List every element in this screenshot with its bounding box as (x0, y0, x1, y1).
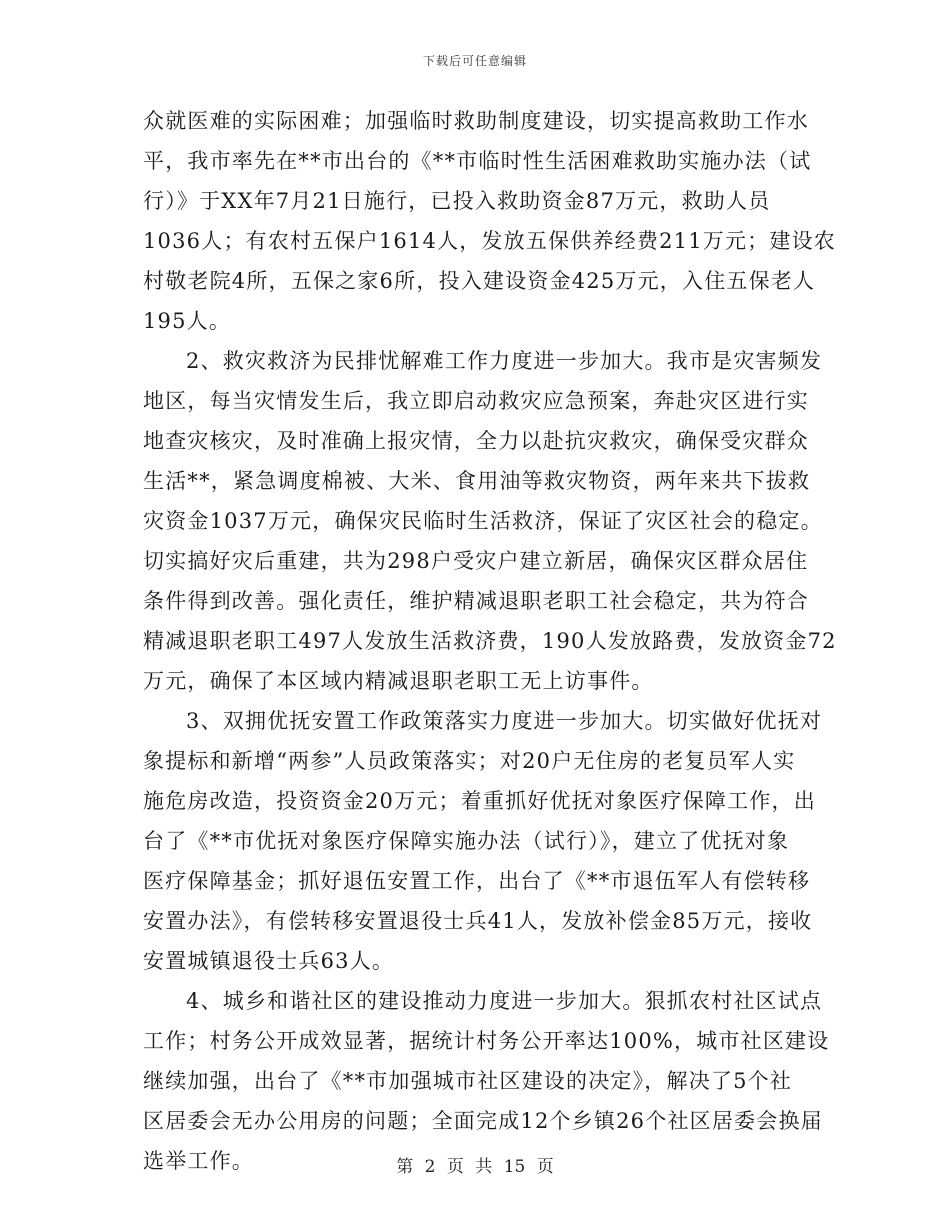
text-line: 精减退职老职工497人发放生活救济费，190人发放路费，发放资金72 (143, 629, 837, 653)
text-line: 村敬老院4所，五保之家6所，投入建设资金425万元，入住五保老人 (143, 269, 816, 293)
text-line: 灾资金1037万元，确保灾民临时生活救济，保证了灾区社会的稳定。 (143, 509, 823, 533)
text-line: 地区，每当灾情发生后，我立即启动救灾应急预案，奔赴灾区进行实 (143, 389, 809, 413)
text-line: 生活**，紧急调度棉被、大米、食用油等救灾物资，两年来共下拔救 (143, 469, 811, 493)
text-line: 条件得到改善。强化责任，维护精减退职老职工社会稳定，共为符合 (143, 589, 809, 613)
text-line: 地查灾核灾，及时准确上报灾情，全力以赴抗灾救灾，确保受灾群众 (143, 429, 809, 453)
text-line: 平，我市率先在**市出台的《**市临时性生活困难救助实施办法（试 (143, 149, 812, 173)
text-line: 工作；村务公开成效显著，据统计村务公开率达100%，城市社区建设 (143, 1029, 830, 1053)
paragraph-4-start: 4、城乡和谐社区的建设推动力度进一步加大。狠抓农村社区试点 (186, 989, 823, 1013)
text-line: 安置办法》，有偿转移安置退役士兵41人，发放补偿金85万元，接收 (143, 909, 813, 933)
page-number-footer: 第 2 页 共 15 页 (396, 1157, 554, 1177)
text-line: 继续加强，出台了《**市加强城市社区建设的决定》，解决了5个社 (143, 1069, 793, 1093)
text-line: 选举工作。 (143, 1149, 254, 1173)
text-line: 195人。 (143, 309, 232, 333)
text-line: 台了《**市优抚对象医疗保障实施办法（试行）》，建立了优抚对象 (143, 829, 790, 853)
text-line: 众就医难的实际困难；加强临时救助制度建设，切实提高救助工作水 (143, 109, 809, 133)
paragraph-2-start: 2、救灾救济为民排忧解难工作力度进一步加大。我市是灾害频发 (186, 349, 823, 373)
page-header: 下载后可任意编辑 (422, 54, 527, 68)
document-body (143, 101, 837, 1181)
text-line: 施危房改造，投资资金20万元；着重抓好优抚对象医疗保障工作，出 (143, 789, 816, 813)
text-line: 医疗保障基金；抓好退伍安置工作，出台了《**市退伍军人有偿转移 (143, 869, 811, 893)
text-line: 安置城镇退役士兵63人。 (143, 949, 395, 973)
text-line: 行）》于XX年7月21日施行，已投入救助资金87万元，救助人员 (143, 189, 771, 213)
text-line: 切实搞好灾后重建，共为298户受灾户建立新居，确保灾区群众居住 (143, 549, 809, 573)
paragraph-3-start: 3、双拥优抚安置工作政策落实力度进一步加大。切实做好优抚对 (186, 709, 823, 733)
text-line: 1036人；有农村五保户1614人，发放五保供养经费211万元；建设农 (143, 229, 836, 253)
text-line: 万元，确保了本区域内精减退职老职工无上访事件。 (143, 669, 654, 693)
text-line: 象提标和新增“两参”人员政策落实；对20户无住房的老复员军人实 (143, 749, 796, 773)
text-line: 区居委会无办公用房的问题；全面完成12个乡镇26个社区居委会换届 (143, 1109, 823, 1133)
